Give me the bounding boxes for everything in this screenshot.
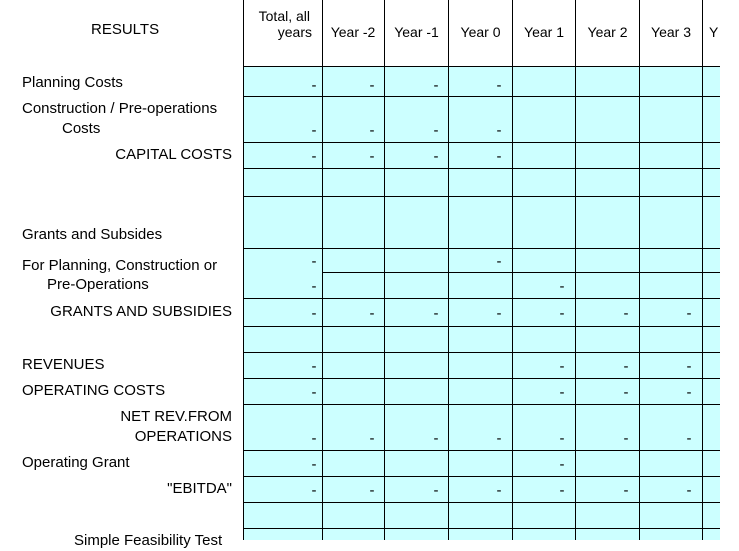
grid-hline xyxy=(243,528,720,529)
grid-hline xyxy=(243,450,720,451)
col-header-total-line2: years xyxy=(277,24,312,40)
grid-hline xyxy=(243,352,720,353)
grid-hline xyxy=(322,272,720,273)
col-header-total-line1: Total, all xyxy=(258,8,310,24)
value-dash: - xyxy=(559,482,565,499)
grid-hline xyxy=(243,378,720,379)
row-label-construction-line2: Costs xyxy=(62,120,101,137)
row-label-grants-total: GRANTS AND SUBSIDIES xyxy=(50,303,232,320)
value-dash: - xyxy=(311,122,317,139)
value-dash: - xyxy=(496,430,502,447)
value-dash: - xyxy=(433,482,439,499)
grid-vline xyxy=(243,0,244,540)
value-dash: - xyxy=(369,148,375,165)
row-label-grants-heading: Grants and Subsides xyxy=(22,226,163,243)
col-header-year-minus2: Year -2 xyxy=(330,24,376,40)
grid-vline xyxy=(384,0,385,540)
row-label-operating-costs: OPERATING COSTS xyxy=(22,382,166,399)
grid-hline xyxy=(243,142,720,143)
value-dash: - xyxy=(559,305,565,322)
value-dash: - xyxy=(559,358,565,375)
value-dash: - xyxy=(433,122,439,139)
value-dash: - xyxy=(559,456,565,473)
value-dash: - xyxy=(496,77,502,94)
value-dash: - xyxy=(369,122,375,139)
value-dash: - xyxy=(623,358,629,375)
value-dash: - xyxy=(311,253,317,270)
value-dash: - xyxy=(686,305,692,322)
value-dash: - xyxy=(433,77,439,94)
value-dash: - xyxy=(559,384,565,401)
grid-vline xyxy=(448,0,449,540)
value-dash: - xyxy=(496,482,502,499)
col-header-total xyxy=(244,8,322,40)
grid-hline xyxy=(243,168,720,169)
grid-vline xyxy=(702,0,703,540)
results-title: RESULTS xyxy=(91,21,160,38)
value-dash: - xyxy=(433,148,439,165)
col-header-year-1: Year 1 xyxy=(524,24,564,40)
grid-hline xyxy=(243,66,720,67)
row-label-planning: Planning Costs xyxy=(22,74,123,91)
value-dash: - xyxy=(311,278,317,295)
value-dash: - xyxy=(623,430,629,447)
row-label-revenues: REVENUES xyxy=(22,356,105,373)
value-dash: - xyxy=(559,278,565,295)
value-dash: - xyxy=(559,430,565,447)
value-dash: - xyxy=(311,358,317,375)
value-dash: - xyxy=(686,358,692,375)
value-dash: - xyxy=(311,482,317,499)
value-dash: - xyxy=(369,430,375,447)
grid-vline xyxy=(575,0,576,540)
row-label-construction-line1: Construction / Pre-operations xyxy=(22,100,218,117)
value-dash: - xyxy=(623,305,629,322)
value-dash: - xyxy=(623,482,629,499)
value-dash: - xyxy=(369,77,375,94)
value-dash: - xyxy=(311,148,317,165)
grid-vline xyxy=(512,0,513,540)
col-header-year-4-partial: Y xyxy=(709,24,719,40)
value-dash: - xyxy=(686,430,692,447)
row-label-operating-grant: Operating Grant xyxy=(22,454,130,471)
row-label-grants-for-line1: For Planning, Construction or xyxy=(22,257,218,274)
value-dash: - xyxy=(311,305,317,322)
grid-hline xyxy=(243,404,720,405)
value-dash: - xyxy=(496,253,502,270)
value-dash: - xyxy=(496,122,502,139)
row-label-net-rev-line1: NET REV.FROM xyxy=(120,408,232,425)
value-dash: - xyxy=(311,430,317,447)
row-label-bottom-cut: Simple Feasibility Test xyxy=(74,532,223,549)
value-dash: - xyxy=(686,482,692,499)
col-header-year-3: Year 3 xyxy=(651,24,691,40)
value-dash: - xyxy=(496,305,502,322)
value-dash: - xyxy=(311,456,317,473)
value-dash: - xyxy=(369,305,375,322)
grid-hline xyxy=(243,96,720,97)
value-dash: - xyxy=(369,482,375,499)
col-header-year-minus1: Year -1 xyxy=(394,24,439,40)
row-label-ebitda: "EBITDA" xyxy=(167,480,232,497)
row-label-net-rev-line2: OPERATIONS xyxy=(134,428,232,445)
value-dash: - xyxy=(311,384,317,401)
value-dash: - xyxy=(686,384,692,401)
row-label-grants-for-line2: Pre-Operations xyxy=(47,276,149,293)
grid-hline xyxy=(243,326,720,327)
row-label-capital: CAPITAL COSTS xyxy=(115,146,232,163)
grid-hline xyxy=(243,502,720,503)
grid-hline xyxy=(243,248,720,249)
grid-vline xyxy=(639,0,640,540)
value-dash: - xyxy=(496,148,502,165)
col-header-year-0: Year 0 xyxy=(460,24,501,40)
value-dash: - xyxy=(433,305,439,322)
grid-hline xyxy=(243,196,720,197)
grid-hline xyxy=(243,298,720,299)
value-dash: - xyxy=(433,430,439,447)
grid-hline xyxy=(243,476,720,477)
value-dash: - xyxy=(623,384,629,401)
value-dash: - xyxy=(311,77,317,94)
col-header-year-2: Year 2 xyxy=(587,24,628,40)
